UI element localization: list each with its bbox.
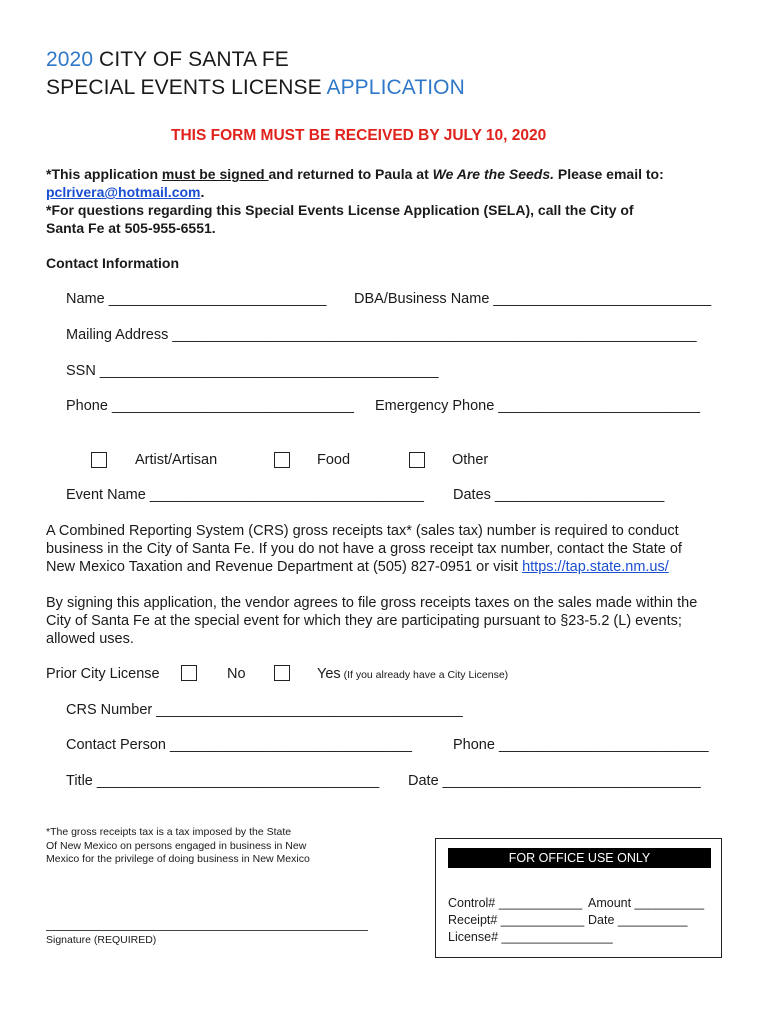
prior-no-checkbox[interactable] <box>181 665 197 681</box>
email-period: . <box>200 184 205 200</box>
instruction-text: *This application <box>46 166 162 182</box>
footnote-line1: *The gross receipts tax is a tax imposed by the State <box>46 826 292 838</box>
sign-para-line1: By signing this application, the vendor agrees to file gross receipts taxes on the sales made within the <box>46 595 698 611</box>
title-application: APPLICATION <box>326 76 465 99</box>
amount-field: Amount __________ <box>588 896 705 910</box>
license-number-field: License# ________________ <box>448 930 613 944</box>
organization-name: We Are the Seeds. <box>432 166 555 182</box>
instruction-text-3: Please email to: <box>554 166 664 182</box>
artist-checkbox[interactable] <box>91 452 107 468</box>
other-checkbox[interactable] <box>409 452 425 468</box>
date-field[interactable]: Date ________________________________ <box>408 773 701 789</box>
other-label: Other <box>452 452 489 468</box>
ssn-field[interactable]: SSN __________________________________________ <box>66 363 439 379</box>
title-license: SPECIAL EVENTS LICENSE <box>46 76 327 99</box>
tap-link[interactable]: https://tap.state.nm.us/ <box>522 559 669 575</box>
signature-line[interactable] <box>46 930 368 931</box>
prior-yes-checkbox[interactable] <box>274 665 290 681</box>
dba-field[interactable]: DBA/Business Name ___________________________ <box>354 291 712 307</box>
prior-license-label: Prior City License <box>46 666 160 682</box>
food-checkbox[interactable] <box>274 452 290 468</box>
yes-note: (If you already have a City License) <box>340 669 509 681</box>
title-field[interactable]: Title ___________________________________ <box>66 773 380 789</box>
email-link[interactable]: pclrivera@hotmail.com <box>46 184 201 200</box>
questions-line1: *For questions regarding this Special Events License Application (SELA), call the City of <box>46 202 634 218</box>
must-be-signed-text: must be signed <box>161 166 269 182</box>
control-number-field: Control# ____________ <box>448 896 583 910</box>
office-use-title: FOR OFFICE USE ONLY <box>448 848 711 868</box>
email-line <box>46 184 204 200</box>
office-use-box <box>435 838 722 958</box>
sign-para-line3: allowed uses. <box>46 631 134 647</box>
questions-line2: Santa Fe at 505-955-6551. <box>46 220 216 236</box>
crs-number-field[interactable]: CRS Number ______________________________________ <box>66 702 463 718</box>
phone-field[interactable]: Phone ______________________________ <box>66 398 354 414</box>
mailing-address-field[interactable]: Mailing Address _________________________________________________________________ <box>66 327 697 343</box>
footnote-line3: Mexico for the privilege of doing business in New Mexico <box>46 853 310 865</box>
contact-heading: Contact Information <box>46 255 179 271</box>
instruction-text-2: and returned to Paula at <box>268 166 433 182</box>
title-year: 2020 <box>46 48 94 71</box>
event-name-field[interactable]: Event Name __________________________________ <box>66 487 424 503</box>
contact-phone-field[interactable]: Phone __________________________ <box>453 737 709 753</box>
prior-no-label: No <box>227 666 246 682</box>
form-title-line2 <box>46 76 465 100</box>
crs-para-line2: business in the City of Santa Fe. If you do not have a gross receipt tax number, contact the State of <box>46 541 682 557</box>
instruction-line1 <box>46 166 664 182</box>
crs-para-line1: A Combined Reporting System (CRS) gross receipts tax* (sales tax) number is required to conduct <box>46 523 679 539</box>
contact-person-field[interactable]: Contact Person ______________________________ <box>66 737 412 753</box>
prior-yes-label <box>317 666 508 682</box>
form-title-line1 <box>46 48 289 72</box>
footnote-line2: Of New Mexico on persons engaged in business in New <box>46 839 307 852</box>
sign-para-line2: City of Santa Fe at the special event for which they are participating pursuant to §23-5.2 (L) events; <box>46 613 682 629</box>
crs-para-text: New Mexico Taxation and Revenue Department at (505) 827-0951 or visit <box>46 559 523 575</box>
food-label: Food <box>317 452 351 468</box>
name-field[interactable]: Name ___________________________ <box>66 291 327 307</box>
tax-footnote <box>46 826 310 867</box>
title-city: CITY OF SANTA FE <box>93 48 289 71</box>
crs-para-line3 <box>46 559 669 575</box>
dates-field[interactable]: Dates _____________________ <box>453 487 665 503</box>
receipt-number-field: Receipt# ____________ <box>448 913 585 927</box>
artist-label: Artist/Artisan <box>135 452 218 468</box>
emergency-phone-field[interactable]: Emergency Phone _________________________ <box>375 398 700 414</box>
signature-label: Signature (REQUIRED) <box>46 934 157 946</box>
deadline-notice: THIS FORM MUST BE RECEIVED BY JULY 10, 2020 <box>171 127 547 144</box>
office-date-field: Date __________ <box>588 913 688 927</box>
yes-text: Yes <box>317 666 341 682</box>
